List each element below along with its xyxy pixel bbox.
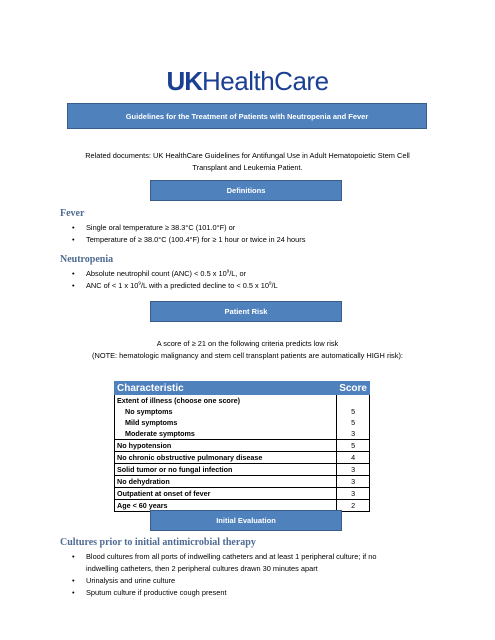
- row-label: No hypotension: [115, 440, 337, 452]
- initial-evaluation-section-bar: [150, 510, 342, 531]
- row-label: Outpatient at onset of fever: [115, 488, 337, 500]
- document-title-bar: [67, 103, 427, 129]
- related-documents-line-2: Transplant and Leukemia Patient.: [192, 163, 303, 172]
- related-documents: [40, 150, 455, 174]
- row-score: 5: [337, 440, 370, 452]
- initial-evaluation-title: Initial Evaluation: [216, 516, 276, 525]
- list-item: • ANC of < 1 x $10^9/L$ with a predicted decline to < 0.5 x $10^9/L$: [60, 280, 278, 292]
- group-row-label: Mild symptoms: [125, 418, 178, 427]
- row-score: 4: [337, 452, 370, 464]
- cultures-heading: Cultures prior to initial antimicrobial therapy: [60, 537, 256, 548]
- document-title: Guidelines for the Treatment of Patients with Neutropenia and Fever: [125, 111, 369, 121]
- table-row: [115, 488, 370, 500]
- definitions-title: Definitions: [226, 186, 266, 195]
- group-cell: [115, 395, 337, 440]
- risk-score-table: [114, 381, 370, 512]
- neutropenia-list: [60, 268, 278, 292]
- risk-intro-line-1: A score of ≥ 21 on the following criteria predicts low risk: [156, 339, 339, 348]
- list-item: • Blood cultures from all ports of indwelling catheters and at least 1 peripheral culture; if no indwelling catheters, then 2 peripheral cultures drawn 30 minutes apart: [60, 551, 376, 575]
- row-label: Solid tumor or no fungal infection: [115, 464, 337, 476]
- list-item: • Temperature of ≥ 38.0°C (100.4°F) for ≥ 1 hour or twice in 24 hours: [60, 234, 305, 246]
- row-score: 2: [337, 500, 370, 512]
- header-characteristic: Characteristic: [115, 382, 337, 395]
- list-item: • Urinalysis and urine culture: [60, 575, 376, 587]
- list-item: • Absolute neutrophil count (ANC) < 0.5 x $10^9/L$, or: [60, 268, 278, 280]
- cultures-list: [60, 551, 376, 599]
- logo-uk: UK: [166, 66, 203, 96]
- group-label: Extent of illness (choose one score): [117, 396, 241, 405]
- risk-intro: [20, 338, 475, 362]
- group-row-score: 5: [351, 418, 356, 427]
- risk-intro-line-2: (NOTE: hematologic malignancy and stem cell transplant patients are automatically HIGH risk):: [92, 351, 403, 360]
- logo-healthcare: HealthCare: [202, 66, 329, 96]
- group-row-score: 5: [351, 407, 356, 416]
- list-item: • Single oral temperature ≥ 38.3°C (101.0°F) or: [60, 222, 305, 234]
- row-score: 3: [337, 476, 370, 488]
- row-label: No chronic obstructive pulmonary disease: [115, 452, 337, 464]
- related-documents-line-1: Related documents: UK HealthCare Guidelines for Antifungal Use in Adult Hematopoietic Stem Cell: [85, 151, 410, 160]
- group-row-label: Moderate symptoms: [125, 429, 195, 438]
- group-row-score: 3: [351, 429, 356, 438]
- table-row: [115, 464, 370, 476]
- patient-risk-section-bar: [150, 301, 342, 322]
- group-row-label: No symptoms: [125, 407, 173, 416]
- row-score: 3: [337, 488, 370, 500]
- fever-list: [60, 222, 305, 246]
- table-row-group: [115, 395, 370, 440]
- uk-healthcare-logo: [0, 66, 495, 97]
- header-score: Score: [337, 382, 370, 395]
- table-row: [115, 476, 370, 488]
- table-row: [115, 452, 370, 464]
- row-label: Age < 60 years: [115, 500, 337, 512]
- fever-heading: Fever: [60, 208, 85, 219]
- row-score: 3: [337, 464, 370, 476]
- table-header-row: [115, 382, 370, 395]
- row-label: No dehydration: [115, 476, 337, 488]
- group-scores-cell: [337, 395, 370, 440]
- list-item: • Sputum culture if productive cough present: [60, 587, 376, 599]
- definitions-section-bar: [150, 180, 342, 201]
- neutropenia-heading: Neutropenia: [60, 254, 114, 265]
- patient-risk-title: Patient Risk: [224, 307, 268, 316]
- table-row: [115, 440, 370, 452]
